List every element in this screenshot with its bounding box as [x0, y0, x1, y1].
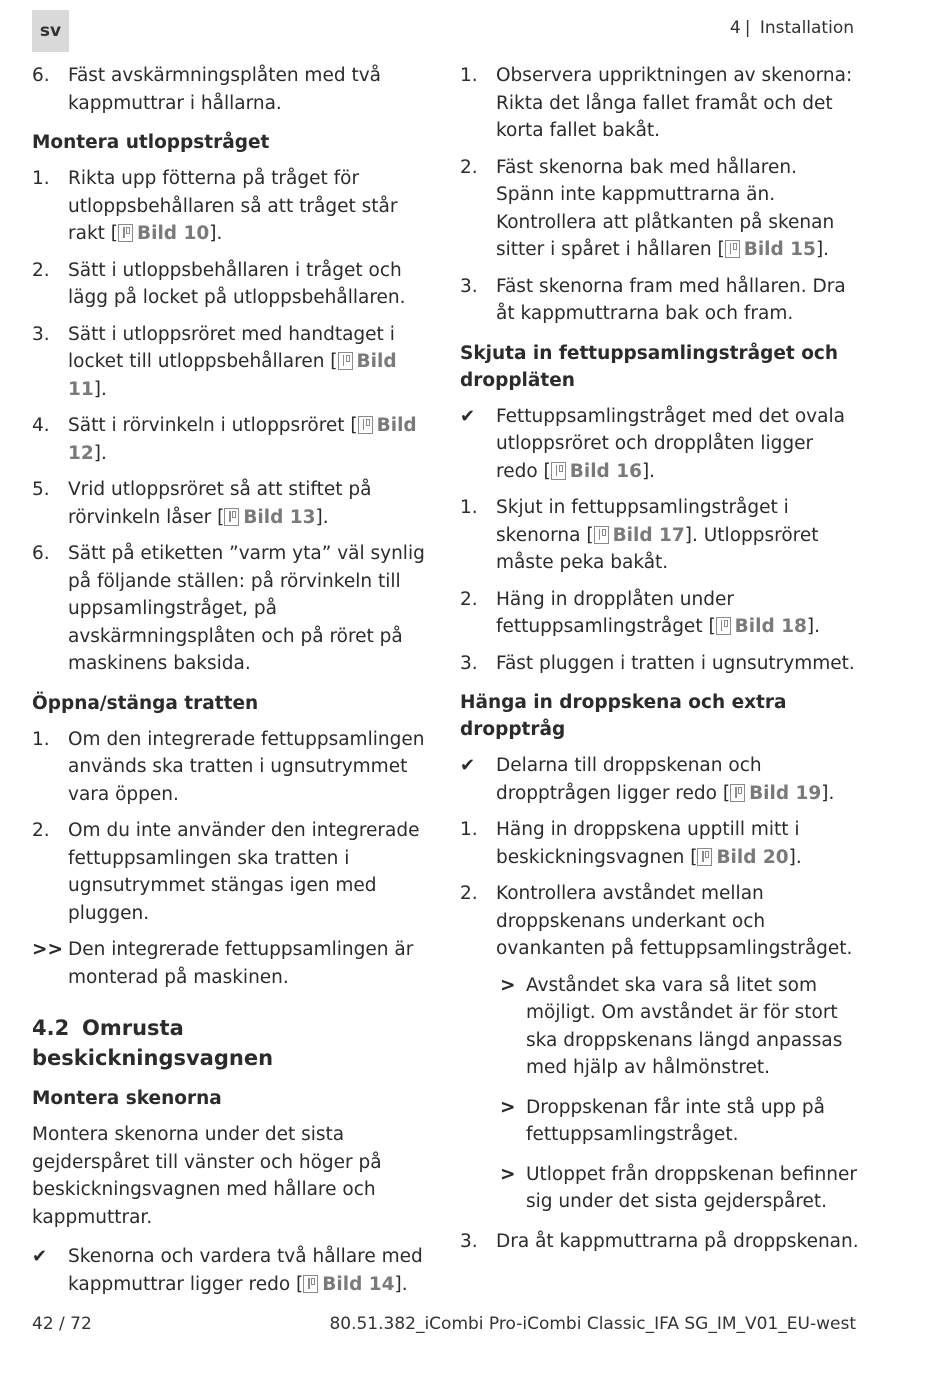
figure-icon: [224, 508, 239, 526]
list-item: [32, 62, 427, 117]
step-text: Sätt på etiketten ”varm yta” väl synlig på följande ställen: på rörvinkeln till uppsamlingstråget, på avskärmningsplåten och på röret på maskinens baksida.: [68, 543, 425, 674]
figure-link[interactable]: [303, 1274, 394, 1295]
prerequisite-text-end: ].: [394, 1273, 408, 1295]
list-item: [460, 494, 860, 577]
heading-montera-skenorna: Montera skenorna: [32, 1088, 222, 1109]
heading-skjuta-in: Skjuta in fettuppsamlingstråget och droppläten: [460, 342, 839, 391]
figure-icon: [303, 1275, 318, 1293]
prerequisite-text: Fettuppsamlingstråget med det ovala utloppsröret och dropplåten ligger redo [: [496, 405, 845, 482]
figure-ref-label: Bild 11: [68, 351, 397, 400]
step-text: Sätt i rörvinkeln i utloppsröret [: [68, 415, 358, 436]
list-item: [32, 726, 427, 809]
prerequisite-text-end: ].: [821, 782, 835, 804]
figure-link[interactable]: [697, 847, 788, 868]
sub-item: [496, 1161, 860, 1216]
figure-ref-label: Bild 14: [322, 1273, 395, 1295]
sub-mark: >: [500, 1096, 516, 1118]
step-text: Observera uppriktningen av skenorna: Rikta det långa fallet framåt och det korta fallet bakåt.: [496, 65, 853, 141]
list-item: [32, 412, 427, 467]
step-text: Häng in dropplåten under fettuppsamlingstråget [: [496, 588, 734, 637]
step-text-end: ].: [806, 616, 820, 637]
step-number: 3.: [460, 652, 478, 674]
step-text-end: ].: [315, 506, 329, 528]
figure-icon: [716, 617, 731, 635]
sub-text: Utloppet från droppskenan befinner sig under det sista gejderspåret.: [526, 1163, 858, 1212]
heading-montera-utloppstraget: Montera utloppstråget: [32, 132, 270, 153]
figure-link[interactable]: [551, 461, 642, 482]
list-item: [32, 321, 427, 404]
sub-text: Avståndet ska vara så litet som möjligt. Om avståndet är för stort ska droppskenans längd anpassas med hjälp av hålmönstret.: [526, 974, 843, 1078]
figure-link[interactable]: [118, 223, 209, 244]
chapter-number: 4: [729, 18, 741, 38]
step-number: 1.: [460, 497, 478, 518]
list-item: [460, 1228, 860, 1256]
right-column: [460, 62, 860, 1264]
step-text: Fäst skenorna bak med hållaren. Spänn inte kappmuttrarna än. Kontrollera att plåtkanten på skenan sitter i spåret i hållaren [: [496, 156, 835, 260]
document-id: 80.51.382_iCombi Pro-iCombi Classic_IFA SG_IM_V01_EU-west: [329, 1314, 856, 1334]
step-number: 5.: [32, 479, 50, 500]
prerequisite-text: Skenorna och vardera två hållare med kappmuttrar ligger redo [: [68, 1246, 423, 1295]
section-title: Omrusta beskickningsvagnen: [32, 1016, 274, 1070]
step-text-end: ]. Utloppsröret måste peka bakåt.: [496, 524, 819, 573]
header-separator: |: [744, 18, 751, 38]
prerequisite-text: Delarna till droppskenan och dropptrågen ligger redo [: [496, 755, 762, 804]
sub-item: [496, 1094, 860, 1149]
step-text-end: ].: [93, 378, 107, 400]
step-text: Om den integrerade fettuppsamlingen används ska tratten i ugnsutrymmet vara öppen.: [68, 728, 425, 805]
checkmark-icon: ✔: [460, 405, 476, 427]
list-item: [32, 476, 427, 531]
step-number: 2.: [460, 883, 478, 904]
step-text: Rikta upp fötterna på tråget för utloppsbehållaren så att tråget står rakt [: [68, 168, 398, 244]
figure-icon: [697, 848, 712, 866]
sub-text: Droppskenan får inte stå upp på fettuppsamlingstråget.: [526, 1096, 825, 1145]
figure-link[interactable]: [730, 783, 821, 804]
step-number: 3.: [32, 323, 50, 345]
figure-ref-label: Bild 13: [243, 506, 316, 528]
list-item: [460, 880, 860, 963]
list-item: [32, 817, 427, 927]
step-text-end: ].: [788, 846, 802, 868]
step-text-end: ].: [815, 239, 830, 260]
language-badge: sv: [32, 10, 69, 52]
figure-link[interactable]: [224, 507, 315, 528]
sub-mark: >: [500, 1163, 516, 1185]
result-item: [32, 936, 427, 991]
heading-oppna-stanga-tratten: Öppna/stänga tratten: [32, 692, 259, 714]
step-number: 2.: [460, 588, 478, 610]
checkmark-icon: ✔: [460, 755, 476, 776]
list-item: [460, 650, 860, 678]
chapter-header: [730, 18, 854, 38]
step-text: Fäst avskärmningsplåten med två kappmuttrar i hållarna.: [68, 65, 382, 114]
list-item: [32, 165, 427, 248]
list-item: [460, 273, 860, 328]
step-text: Dra åt kappmuttrarna på droppskenan.: [496, 1230, 859, 1252]
prerequisite-item: [460, 403, 860, 486]
list-item: [460, 816, 860, 871]
heading-hanga-in: Hänga in droppskena och extra dropptråg: [460, 692, 787, 740]
step-text: Häng in droppskena upptill mitt i beskickningsvagnen [: [496, 819, 800, 868]
step-text: Om du inte använder den integrerade fettuppsamlingen ska tratten i ugnsutrymmet stängas igen med pluggen.: [68, 820, 420, 924]
figure-icon: [725, 240, 740, 258]
step-text-end: ].: [93, 442, 107, 464]
figure-link[interactable]: [725, 239, 816, 260]
figure-icon: [730, 784, 745, 802]
step-number: 1.: [460, 65, 478, 86]
paragraph: Montera skenorna under det sista gejderspåret till vänster och höger på beskickningsvagnen med hållare och kappmuttrar.: [32, 1124, 382, 1228]
prerequisite-item: [460, 752, 860, 807]
figure-icon: [338, 352, 353, 370]
section-number: 4.2: [32, 1016, 70, 1040]
figure-icon: [551, 462, 566, 480]
step-number: 6.: [32, 65, 50, 86]
step-text: Vrid utloppsröret så att stiftet på rörvinkeln låser [: [68, 479, 372, 528]
sub-item: [496, 972, 860, 1082]
result-mark: >>: [32, 939, 64, 960]
step-number: 3.: [460, 1230, 478, 1252]
figure-ref-label: Bild 12: [68, 415, 417, 464]
figure-ref-label: Bild 16: [569, 460, 642, 482]
step-number: 2.: [32, 259, 50, 281]
list-item: [32, 540, 427, 678]
step-number: 4.: [32, 415, 50, 436]
checkmark-icon: ✔: [32, 1246, 48, 1267]
list-item: [460, 62, 860, 145]
figure-ref-label: Bild 20: [716, 846, 789, 868]
prerequisite-item: [32, 1243, 427, 1298]
step-number: 2.: [32, 820, 50, 841]
step-text: Sätt i utloppsröret med handtaget i locket till utloppsbehållaren [: [68, 323, 395, 372]
step-text: Fäst pluggen i tratten i ugnsutrymmet.: [496, 652, 855, 674]
step-number: 6.: [32, 543, 50, 564]
list-item: [32, 257, 427, 312]
result-text: Den integrerade fettuppsamlingen är monterad på maskinen.: [68, 939, 414, 988]
figure-ref-label: Bild 18: [734, 616, 807, 637]
section-heading: [32, 1013, 427, 1073]
page-number: 42 / 72: [32, 1314, 92, 1334]
step-text: Kontrollera avståndet mellan droppskenans underkant och ovankanten på fettuppsamlingstråget.: [496, 883, 853, 959]
figure-ref-label: Bild 17: [612, 524, 685, 546]
list-item: [460, 586, 860, 641]
step-number: 1.: [460, 819, 478, 840]
step-number: 3.: [460, 275, 478, 297]
figure-ref-label: Bild 15: [743, 239, 816, 260]
figure-icon: [118, 224, 133, 242]
step-text: Sätt i utloppsbehållaren i tråget och lägg på locket på utloppsbehållaren.: [68, 259, 406, 308]
step-number: 2.: [460, 156, 478, 178]
figure-ref-label: Bild 10: [137, 223, 210, 244]
figure-icon: [594, 526, 609, 544]
step-number: 1.: [32, 728, 50, 750]
step-text: Skjut in fettuppsamlingstråget i skenorna [: [496, 497, 789, 546]
step-number: 1.: [32, 168, 50, 189]
prerequisite-text-end: ].: [641, 460, 656, 482]
list-item: [460, 154, 860, 264]
chapter-title: Installation: [759, 18, 854, 38]
figure-link[interactable]: [716, 616, 807, 637]
figure-ref-label: Bild 19: [749, 782, 822, 804]
sub-mark: >: [500, 974, 516, 996]
figure-icon: [358, 416, 373, 434]
step-text-end: ].: [209, 223, 223, 244]
figure-link[interactable]: [594, 525, 685, 546]
step-text: Fäst skenorna fram med hållaren. Dra åt kappmuttrarna bak och fram.: [496, 275, 846, 324]
left-column: [32, 62, 427, 1307]
